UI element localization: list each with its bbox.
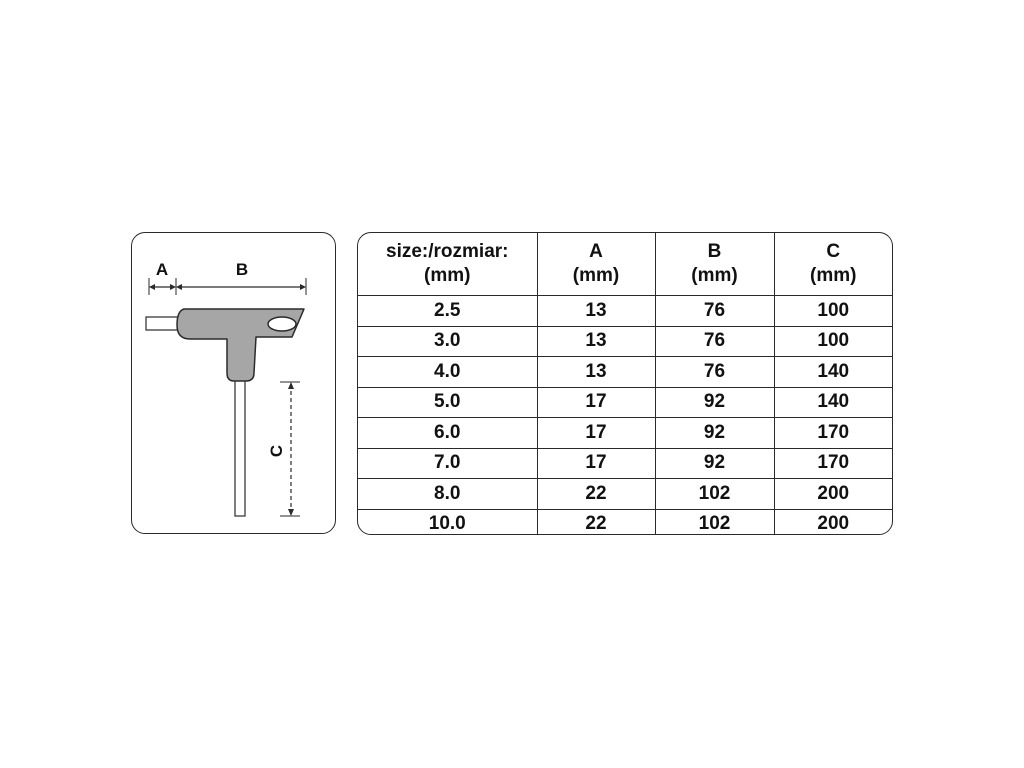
cell-size: 10.0 xyxy=(358,509,537,535)
cell-b: 92 xyxy=(655,448,774,479)
cell-c: 200 xyxy=(774,479,892,510)
cell-c: 170 xyxy=(774,448,892,479)
cell-a: 13 xyxy=(537,357,655,388)
cell-size: 7.0 xyxy=(358,448,537,479)
size-table xyxy=(358,233,892,535)
dim-b-arrow-left xyxy=(176,284,182,290)
table-row xyxy=(358,326,892,357)
table-row xyxy=(358,479,892,510)
dim-a-arrow-left xyxy=(149,284,155,290)
cell-size: 3.0 xyxy=(358,326,537,357)
cell-a: 17 xyxy=(537,448,655,479)
header-b-line2: (mm) xyxy=(691,265,738,286)
handle-hole xyxy=(268,317,296,331)
wrench-long-shaft xyxy=(235,373,245,516)
cell-size: 6.0 xyxy=(358,418,537,449)
table-row xyxy=(358,418,892,449)
table-row xyxy=(358,387,892,418)
cell-a: 13 xyxy=(537,296,655,327)
dim-a-arrow-right xyxy=(170,284,176,290)
cell-c: 200 xyxy=(774,509,892,535)
header-a xyxy=(537,233,655,296)
cell-size: 5.0 xyxy=(358,387,537,418)
header-a-line2: (mm) xyxy=(572,265,620,286)
wrench-diagram-panel xyxy=(131,232,336,534)
header-size-line2: (mm) xyxy=(424,265,471,286)
cell-b: 92 xyxy=(655,418,774,449)
cell-a: 17 xyxy=(537,418,655,449)
cell-c: 100 xyxy=(774,326,892,357)
table-row xyxy=(358,357,892,388)
cell-b: 102 xyxy=(655,509,774,535)
header-c xyxy=(774,233,892,296)
dim-b-arrow-right xyxy=(300,284,306,290)
header-size-line1: size:/rozmiar: xyxy=(386,241,509,262)
table-row xyxy=(358,509,892,535)
dim-label-c: C xyxy=(267,444,286,458)
table-header-row xyxy=(358,233,892,296)
header-b-line1: B xyxy=(707,241,722,262)
dim-c-arrow-top xyxy=(288,382,294,389)
header-c-line2: (mm) xyxy=(810,265,857,286)
cell-b: 92 xyxy=(655,387,774,418)
cell-size: 4.0 xyxy=(358,357,537,388)
cell-b: 76 xyxy=(655,326,774,357)
cell-a: 22 xyxy=(537,509,655,535)
header-b xyxy=(655,233,774,296)
cell-b: 76 xyxy=(655,357,774,388)
cell-b: 76 xyxy=(655,296,774,327)
dim-label-a: A xyxy=(155,260,169,279)
wrench-short-tip xyxy=(146,317,180,330)
cell-a: 13 xyxy=(537,326,655,357)
cell-c: 100 xyxy=(774,296,892,327)
cell-size: 2.5 xyxy=(358,296,537,327)
cell-c: 170 xyxy=(774,418,892,449)
cell-c: 140 xyxy=(774,357,892,388)
cell-c: 140 xyxy=(774,387,892,418)
cell-a: 17 xyxy=(537,387,655,418)
cell-b: 102 xyxy=(655,479,774,510)
cell-size: 8.0 xyxy=(358,479,537,510)
t-handle-wrench-drawing xyxy=(132,233,336,534)
cell-a: 22 xyxy=(537,479,655,510)
size-table-panel xyxy=(357,232,893,535)
table-row xyxy=(358,448,892,479)
header-c-line1: C xyxy=(826,241,841,262)
table-row xyxy=(358,296,892,327)
header-size xyxy=(358,233,537,296)
header-a-line1: A xyxy=(589,241,603,262)
dim-c-arrow-bottom xyxy=(288,509,294,516)
dim-label-b: B xyxy=(235,260,249,279)
